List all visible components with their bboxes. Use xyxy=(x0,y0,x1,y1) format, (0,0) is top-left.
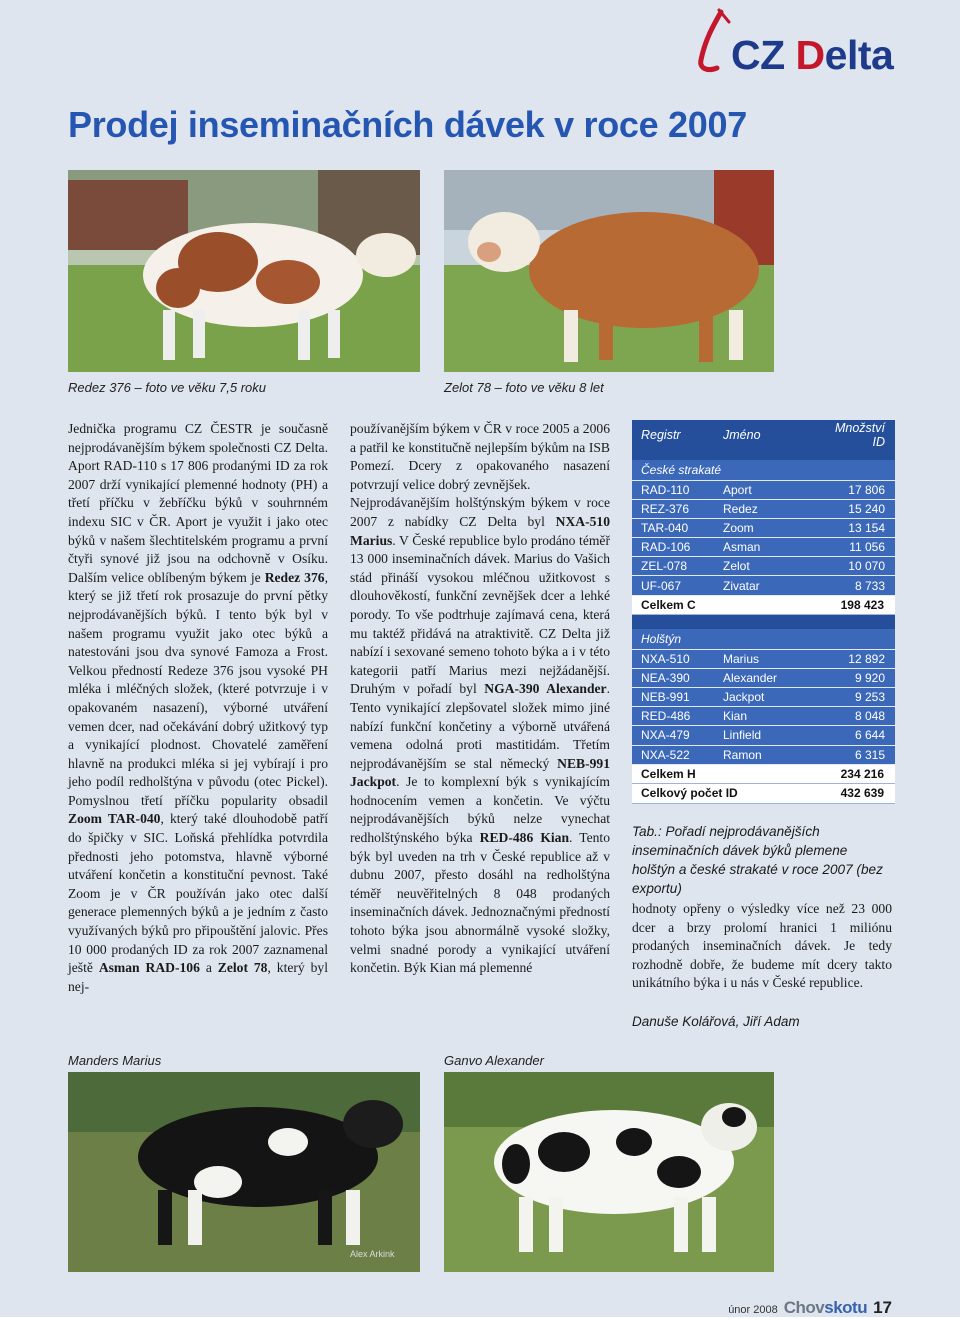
name-cell: Linfield xyxy=(723,728,762,743)
quantity-cell: 12 892 xyxy=(848,652,885,667)
registr-cell: NXA-510 xyxy=(641,652,690,667)
name-cell: Zoom xyxy=(723,521,754,536)
quantity-cell: 15 240 xyxy=(848,502,885,517)
photo-zelot-78 xyxy=(444,170,774,372)
quantity-cell: 11 056 xyxy=(849,540,885,555)
group-total-row xyxy=(632,596,895,616)
quantity-cell: 6 644 xyxy=(854,728,885,743)
registr-cell: NEA-390 xyxy=(641,671,690,686)
photo-caption: Ganvo Alexander xyxy=(444,1053,544,1068)
name-cell: Zelot xyxy=(723,559,750,574)
group-name: Holštýn xyxy=(641,632,682,647)
name-cell: Asman xyxy=(723,540,761,555)
registr-cell: RAD-106 xyxy=(641,540,691,555)
grand-total-row xyxy=(632,784,895,804)
article-column-1: Jednička programu CZ ČESTR je současně nejprodávanějším býkem společnosti CZ Delta. Aport RAD-110 s 17 806 prodanými ID za rok 2007 drží vynikající plemenné hodnoty (PH) a třetí příčku v žebříčku býků v souhrnném indexu SIC v ČR. Aport je využit i jako otec býků v našem šlechtitelském programu a první čtyři synové již jsou na odchovně v Osíku. Dalším velice oblíbeným býkem je Redez 376, který se již třetí rok prosazuje do první pětky nejprodávanějších býků. I tento býk byl v našem programu využit jako otec býků a natestováni jsou dva synové Famoza a Frost. Velkou předností Redeze 376 jsou vysoké PH mléka i mléčných složek, (které potvrzuje i v opakovaném nasazení), výborné utváření vemen dcer, nad očekávání dobrý užitkový typ a vynikající plodnost. Chovatelé zaměření hlavně na produkci mléka si jej vybírají i pro jeho podíl redholštýna v původu (otec Pickel). Pomyslnou třetí příčku popularity obsadil Zoom TAR-040, který také dlouhodobě patří do špičky v SIC. Loňská přehlídka potvrdila přednosti jeho potomstva, hlavně výborné utváření končetin a konstituční pevnost. Také Zoom je v ČR používán jako otec další generace plemenných býků a je jedním z často využívaných býků pro připouštění jalovic. Přes 10 000 prodaných ID za rok 2007 zaznamenal ještě Asman RAD-106 a Zelot 78, který byl nej- xyxy=(68,421,329,994)
registr-cell: NXA-479 xyxy=(641,728,690,743)
table-row xyxy=(632,519,895,538)
name-cell: Alexander xyxy=(723,671,778,686)
table-row xyxy=(632,481,895,500)
quantity-cell: 10 070 xyxy=(848,559,885,574)
cz-delta-logo xyxy=(683,8,898,78)
registr-cell: ZEL-078 xyxy=(641,559,688,574)
table-caption: Tab.: Pořadí nejprodávanějších inseminačních dávek býků plemene holštýn a české strakaté v roce 2007 (bez exportu) xyxy=(632,824,883,896)
photo-ganvo-alexander xyxy=(444,1072,774,1272)
total-label: Celkem H xyxy=(641,766,696,781)
total-value: 198 423 xyxy=(840,597,884,612)
grand-total-value: 432 639 xyxy=(840,786,884,801)
photo-manders-marius xyxy=(68,1072,420,1272)
registr-cell: REZ-376 xyxy=(641,502,690,517)
name-cell: Redez xyxy=(723,502,758,517)
page-number: 17 xyxy=(873,1298,892,1317)
sales-table xyxy=(632,420,895,804)
quantity-cell: 9 253 xyxy=(854,690,885,705)
grand-total-label: Celkový počet ID xyxy=(641,786,738,801)
name-cell: Zivatar xyxy=(723,578,760,593)
table-row xyxy=(632,576,895,595)
photo-redez-376 xyxy=(68,170,420,372)
bull-photo-icon xyxy=(68,1072,420,1272)
name-cell: Ramon xyxy=(723,747,762,762)
photo-caption: Manders Marius xyxy=(68,1053,162,1068)
table-header: Registr Jméno Množství ID xyxy=(632,420,895,450)
table-row xyxy=(632,746,895,765)
bull-photo-icon xyxy=(444,170,774,372)
quantity-cell: 8 048 xyxy=(854,709,885,724)
photo-caption: Redez 376 – foto ve věku 7,5 roku xyxy=(68,380,267,395)
table-spacer xyxy=(632,615,895,629)
table-row xyxy=(632,688,895,707)
table-row xyxy=(632,726,895,745)
magazine-logo: Chovskotu xyxy=(783,1298,868,1317)
registr-cell: NXA-522 xyxy=(641,747,690,762)
total-label: Celkem C xyxy=(641,597,696,612)
name-cell: Aport xyxy=(723,483,752,498)
quantity-cell: 17 806 xyxy=(848,483,885,498)
bull-photo-icon xyxy=(444,1072,774,1272)
table-row xyxy=(632,538,895,557)
table-group-label xyxy=(632,629,895,650)
registr-cell: TAR-040 xyxy=(641,521,689,536)
group-total-row xyxy=(632,765,895,785)
registr-cell: UF-067 xyxy=(641,578,682,593)
table-row xyxy=(632,557,895,576)
quantity-cell: 8 733 xyxy=(854,578,885,593)
photo-caption: Zelot 78 – foto ve věku 8 let xyxy=(444,380,604,395)
registr-cell: RED-486 xyxy=(641,709,691,724)
table-row xyxy=(632,650,895,669)
name-cell: Marius xyxy=(723,652,760,667)
page-footer xyxy=(728,1298,892,1318)
table-group-label xyxy=(632,460,895,481)
table-row xyxy=(632,669,895,688)
photographer-signature: Alex Arkink xyxy=(350,1249,395,1259)
article-column-3: hodnoty opřeny o výsledky více než 23 000 dcer a brzy prolomí hranici 1 miliónu prodaných inseminačních dávek. Je tedy rozhodně dobře, že budeme mít dcery takto unikátního býka i u nás v České republice. xyxy=(632,901,892,991)
authors: Danuše Kolářová, Jiří Adam xyxy=(632,1014,800,1029)
quantity-cell: 13 154 xyxy=(848,521,885,536)
group-name: České strakaté xyxy=(641,463,722,477)
name-cell: Jackpot xyxy=(723,690,765,705)
table-row xyxy=(632,707,895,726)
total-value: 234 216 xyxy=(840,766,884,781)
name-cell: Kian xyxy=(723,709,748,724)
quantity-cell: 6 315 xyxy=(854,747,885,762)
cow-photo-icon xyxy=(68,170,420,372)
registr-cell: RAD-110 xyxy=(641,483,690,498)
brand-name: CZ Delta xyxy=(731,32,894,78)
issue-date: únor 2008 xyxy=(728,1304,778,1316)
quantity-cell: 9 920 xyxy=(854,671,885,686)
registr-cell: NEB-991 xyxy=(641,690,690,705)
page-title: Prodej inseminačních dávek v roce 2007 xyxy=(68,104,747,145)
table-row xyxy=(632,500,895,519)
article-column-2: používanějším býkem v ČR v roce 2005 a 2006 a patřil ke konstitučně nejlepším býkům na ISB Pomezí. Dcery z opakovaného nasazení potvrzují velice dobrý zevnějšek. Nejprodávanějším holštýnským býkem v roce 2007 z nabídky CZ Delta byl NXA-510 Marius. V České republice bylo prodáno téměř 13 000 inseminačních dávek. Marius do Vašich stád přináší vysokou mléčnou užitkovost s dlouhověkostí, funkční zevnějšek dcer a lehké porody. To vše podtrhuje zajímavá cena, která mu taktéž přidává na atraktivitě. CZ Delta již nabízí i sexované semeno tohoto býka a i v této kategorii patří Marius mezi nejžádanější. Druhým v pořadí byl NGA-390 Alexander. Tento vynikající zlepšovatel složek mimo jiné nabízí funkční končetiny a výborně utvářená vemena odolná proti mastitidám. Třetím nejprodávanějším se stal německý NEB-991 Jackpot. Je to komplexní býk s vynikajícím hodnocením vemen a končetin. Ve výčtu nejprodávanějších býků nelze vynechat redholštýnského býka RED-486 Kian. Tento býk byl uveden na trh v České republice až v dubnu 2007, přesto dosáhl na redholštýna téměř neuvěřitelných 8 048 prodaných inseminačních dávek. Jednoznačnými předností tohoto býka jsou abnormálně vysoké složky, velmi snadné porody a vynikající utváření končetin. Býk Kian má plemenné xyxy=(350,421,610,976)
